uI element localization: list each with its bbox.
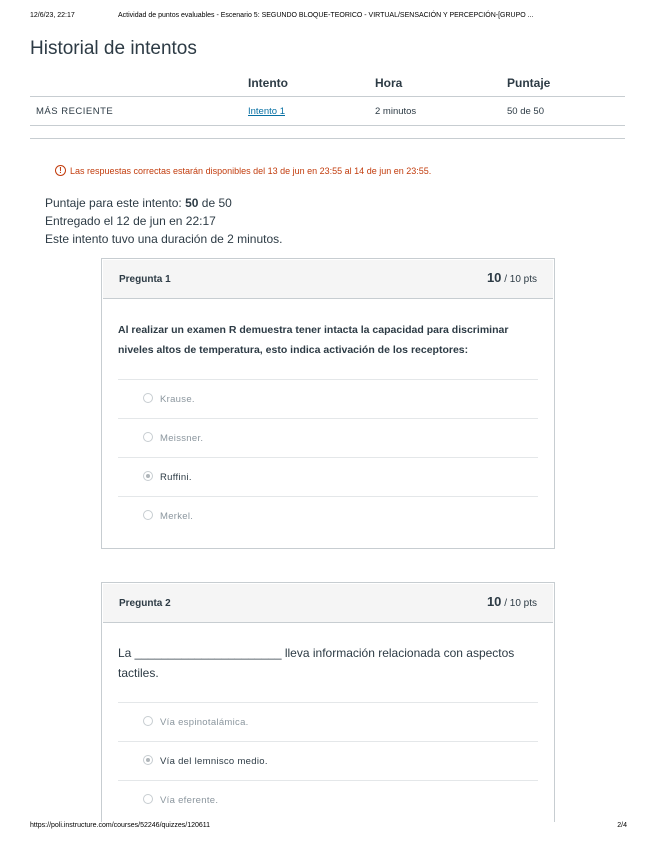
attempt-link[interactable]: Intento 1: [248, 106, 285, 117]
question-card-1: [101, 258, 555, 549]
answer-label: Krause.: [160, 394, 195, 405]
answer-option: [118, 418, 538, 458]
column-header-empty: [30, 72, 242, 97]
attempt-history-table: [30, 72, 625, 126]
column-header-time: Hora: [369, 72, 501, 97]
print-url: https://poli.instructure.com/courses/52246/quizzes/120611: [30, 822, 211, 829]
question-card-2: [101, 582, 555, 822]
divider: [30, 138, 625, 139]
radio-button: [143, 510, 153, 520]
answer-option: [118, 496, 538, 536]
question-header: [103, 260, 553, 299]
answer-label: Vía del lemnisco medio.: [160, 756, 268, 767]
question-text: La ______________________ lleva información relacionada con aspectos tactiles.: [118, 646, 515, 680]
answer-label: Ruffini.: [160, 472, 192, 483]
question-title: Pregunta 1: [119, 274, 171, 285]
answer-label: Vía espinotalámica.: [160, 717, 249, 728]
radio-button: [143, 393, 153, 403]
time-cell: 2 minutos: [369, 97, 501, 126]
print-date: 12/6/23, 22:17: [30, 12, 75, 19]
answer-option: [118, 780, 538, 820]
question-points: 10 / 10 pts: [486, 270, 537, 285]
answers-availability-notice: [55, 165, 431, 176]
answer-option-selected: [118, 457, 538, 497]
submitted-line: Entregado el 12 de jun en 22:17: [45, 214, 216, 228]
answer-option-selected: [118, 741, 538, 781]
table-header-row: [30, 72, 625, 97]
attempt-cell: [242, 97, 369, 126]
column-header-attempt: Intento: [242, 72, 369, 97]
score-line: Puntaje para este intento: 50 de 50: [45, 196, 232, 210]
score-value: 50: [185, 196, 199, 210]
radio-button: [143, 794, 153, 804]
column-header-score: Puntaje: [501, 72, 625, 97]
duration-line: Este intento tuvo una duración de 2 minutos.: [45, 232, 283, 246]
score-cell: 50 de 50: [501, 97, 625, 126]
answer-label: Vía eferente.: [160, 795, 219, 806]
page-title: Historial de intentos: [30, 38, 197, 59]
row-label: MÁS RECIENTE: [30, 97, 242, 126]
answer-option: [118, 702, 538, 742]
attempt-summary: [45, 194, 283, 248]
notice-text: Las respuestas correctas estarán disponibles del 13 de jun en 23:55 al 14 de jun en 23:55.: [70, 165, 432, 176]
page-number: 2/4: [617, 822, 627, 829]
radio-button-selected: [143, 471, 153, 481]
answer-option: [118, 379, 538, 419]
question-points: 10 / 10 pts: [486, 594, 537, 609]
radio-button-selected: [143, 755, 153, 765]
print-footer: [30, 822, 627, 829]
answer-label: Meissner.: [160, 433, 204, 444]
radio-button: [143, 716, 153, 726]
question-header: [103, 584, 553, 623]
table-row: [30, 97, 625, 126]
radio-button: [143, 432, 153, 442]
warning-icon: !: [55, 165, 66, 176]
question-text: Al realizar un examen R demuestra tener intacta la capacidad para discriminar niveles altos de temperatura, esto indica activación de los receptores:: [118, 324, 509, 356]
answer-label: Merkel.: [160, 511, 194, 522]
print-doc-title: Actividad de puntos evaluables - Escenario 5: SEGUNDO BLOQUE-TEORICO - VIRTUAL/SENSACIÓN Y PERCEPCIÓN-[GRUPO ...: [118, 12, 534, 19]
question-title: Pregunta 2: [119, 598, 171, 609]
